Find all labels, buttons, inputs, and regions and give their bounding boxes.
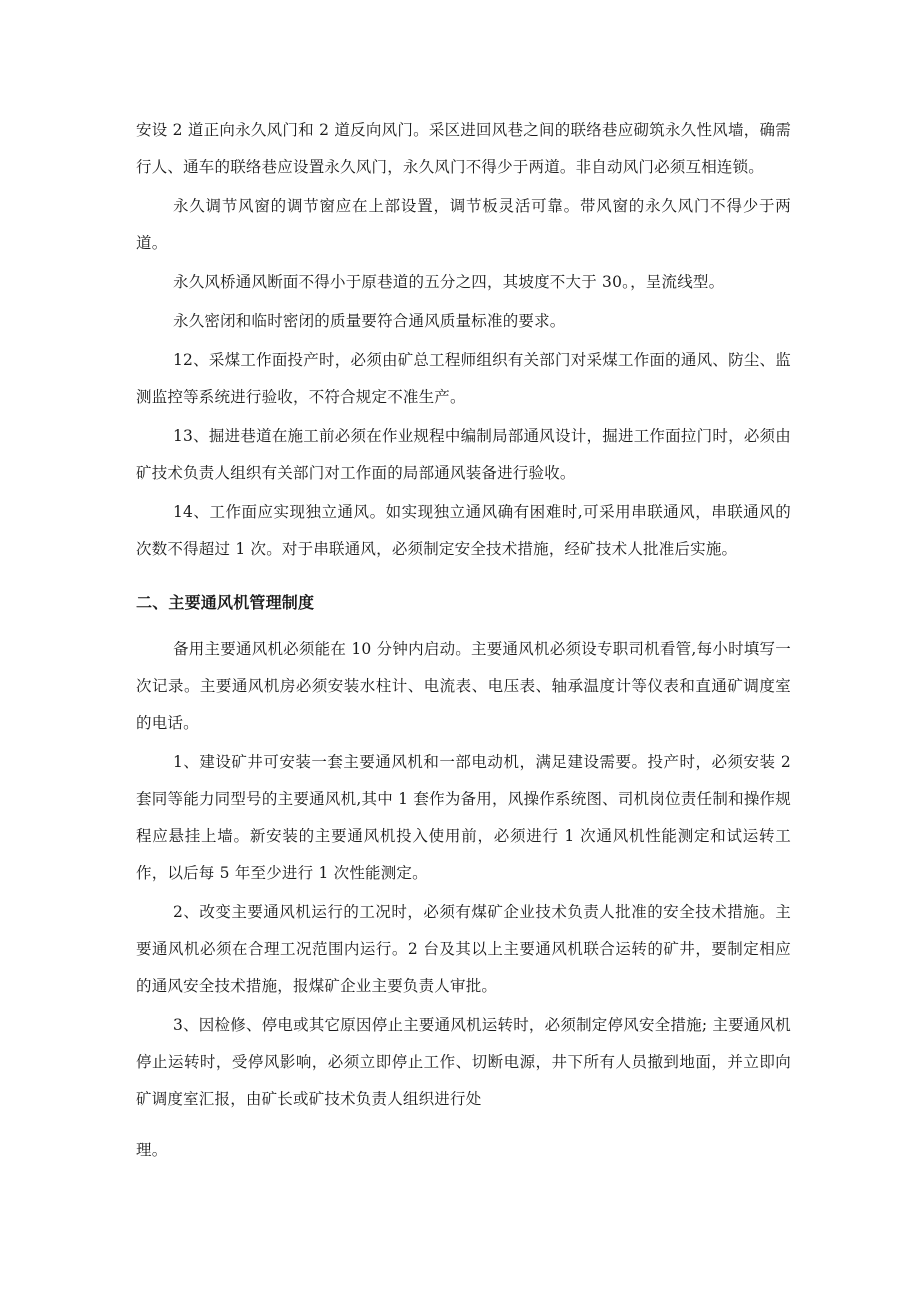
- document-page: [136, 112, 791, 1171]
- paragraph-item-14: 14、工作面应实现独立通风。如实现独立通风确有困难时,可采用串联通风，串联通风的次数不得超过 1 次。对于串联通风，必须制定安全技术措施，经矿技术人批准后实施。: [136, 503, 791, 558]
- paragraph-fan-item-1: 1、建设矿井可安装一套主要通风机和一部电动机，满足建设需要。投产时，必须安装 2 套同等能力同型号的主要通风机,其中 1 套作为备用，风操作系统图、司机岗位责任制和操作规程应悬挂上墙。新安装的主要通风机投入使用前，必须进行 1 次通风机性能测定和试运转工作，以后每 5 年至少进行 1 次性能测定。: [136, 753, 791, 882]
- paragraph-fan-item-2: 2、改变主要通风机运行的工况时，必须有煤矿企业技术负责人批准的安全技术措施。主要通风机必须在合理工况范围内运行。2 台及其以上主要通风机联合运转的矿井，要制定相应的通风安全技术措施，报煤矿企业主要负责人审批。: [136, 903, 791, 995]
- paragraph-item-13: 13、掘进巷道在施工前必须在作业规程中编制局部通风设计，掘进工作面拉门时，必须由矿技术负责人组织有关部门对工作面的局部通风装备进行验收。: [136, 427, 791, 482]
- section-heading: 二、主要通风机管理制度: [136, 593, 315, 612]
- paragraph-item-12: 12、采煤工作面投产时，必须由矿总工程师组织有关部门对采煤工作面的通风、防尘、监测监控等系统进行验收，不符合规定不准生产。: [136, 351, 791, 406]
- paragraph-air-bridge: 永久风桥通风断面不得小于原巷道的五分之四，其坡度不大于 30。，呈流线型。: [173, 273, 725, 291]
- paragraph-sealing: 永久密闭和临时密闭的质量要符合通风质量标准的要求。: [173, 312, 566, 330]
- trailing-text: 理。: [136, 1141, 168, 1159]
- paragraph-fan-item-3: 3、因检修、停电或其它原因停止主要通风机运转时，必须制定停风安全措施; 主要通风机停止运转时，受停风影响，必须立即停止工作、切断电源，井下所有人员撤到地面，并立即向矿调度室汇报，由矿长或矿技术负责人组织进行处: [136, 1016, 791, 1108]
- paragraph-backup-fan: 备用主要通风机必须能在 10 分钟内启动。主要通风机必须设专职司机看管,每小时填写一次记录。主要通风机房必须安装水柱计、电流表、电压表、轴承温度计等仪表和直通矿调度室的电话。: [136, 640, 791, 732]
- paragraph-doors: 安设 2 道正向永久风门和 2 道反向风门。采区进回风巷之间的联络巷应砌筑永久性风墙，确需行人、通车的联络巷应设置永久风门，永久风门不得少于两道。非自动风门必须互相连锁。: [136, 121, 791, 176]
- paragraph-regulating-window: 永久调节风窗的调节窗应在上部设置，调节板灵活可靠。带风窗的永久风门不得少于两道。: [136, 197, 791, 252]
